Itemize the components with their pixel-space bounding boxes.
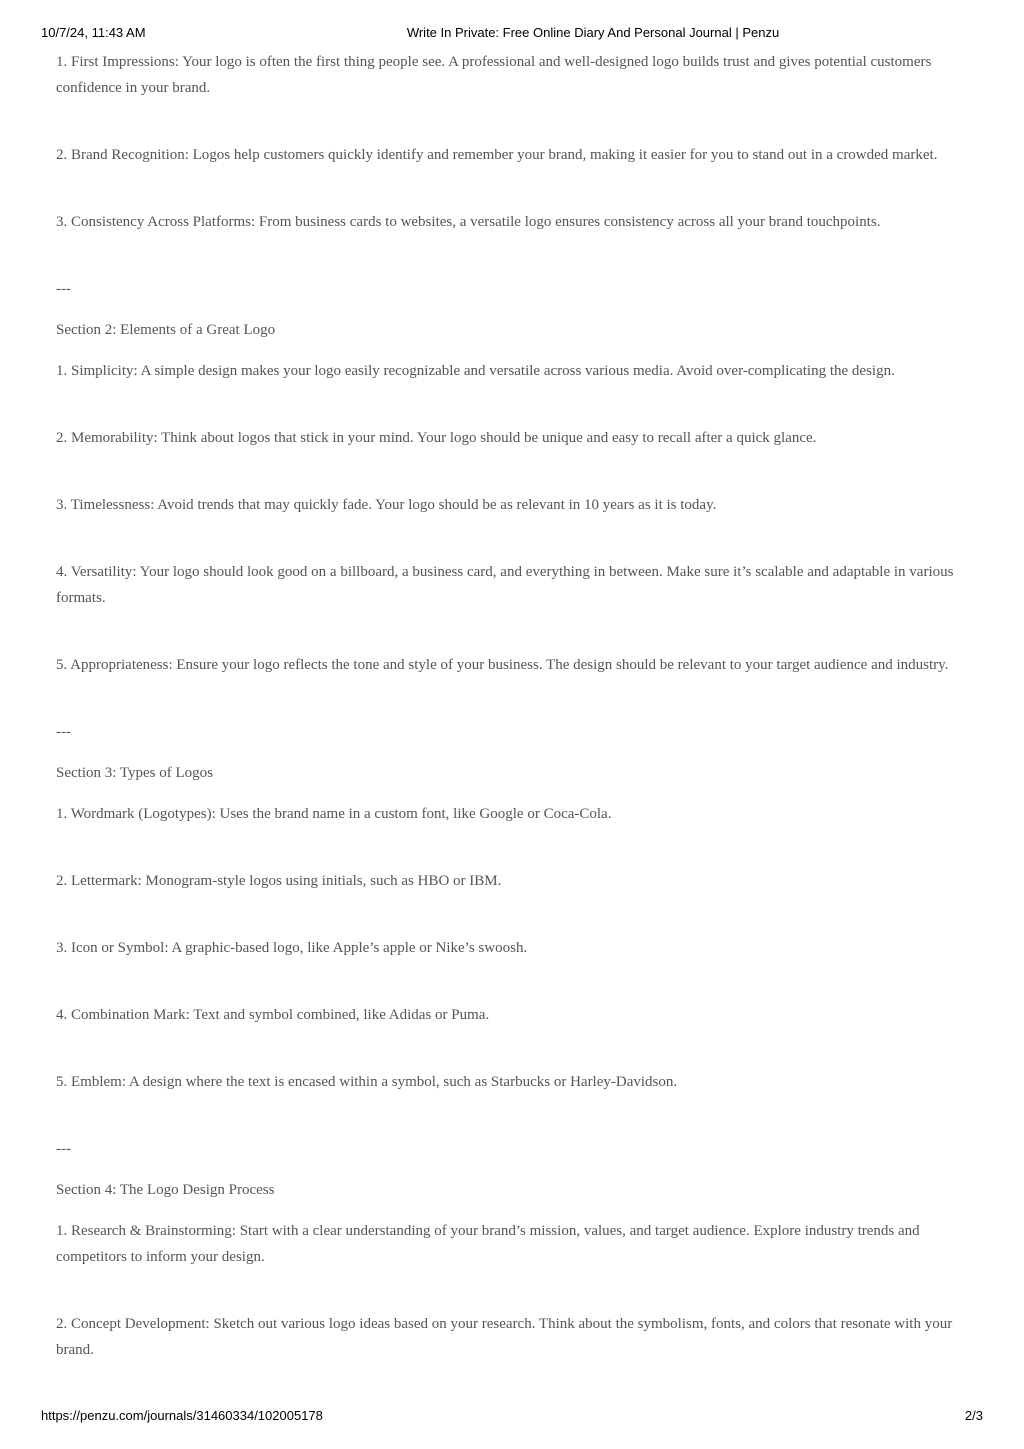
paragraph-wordmark: 1. Wordmark (Logotypes): Uses the brand name in a custom font, like Google or Coca-Cola. <box>56 806 612 822</box>
paragraph-lettermark: 2. Lettermark: Monogram-style logos using initials, such as HBO or IBM. <box>56 873 502 889</box>
paragraph-appropriateness: 5. Appropriateness: Ensure your logo reflects the tone and style of your business. The design should be relevant to your target audience and industry. <box>56 657 949 673</box>
print-header <box>0 25 1024 45</box>
paragraph-emblem: 5. Emblem: A design where the text is encased within a symbol, such as Starbucks or Harley-Davidson. <box>56 1074 678 1090</box>
paragraph-combination-mark: 4. Combination Mark: Text and symbol combined, like Adidas or Puma. <box>56 1007 490 1023</box>
section-heading-process: Section 4: The Logo Design Process <box>56 1182 275 1198</box>
print-footer <box>0 1408 1024 1428</box>
paragraph-research: 1. Research & Brainstorming: Start with a clear understanding of your brand’s mission, values, and target audience. Explore industry trends and competitors to inform your design. <box>56 1223 920 1265</box>
section-heading-elements: Section 2: Elements of a Great Logo <box>56 322 276 338</box>
section-divider: --- <box>56 724 71 740</box>
paragraph-versatility: 4. Versatility: Your logo should look good on a billboard, a business card, and everything in between. Make sure it’s scalable and adaptable in various formats. <box>56 564 954 606</box>
section-divider: --- <box>56 281 71 297</box>
page-url: https://penzu.com/journals/31460334/102005178 <box>41 1408 323 1423</box>
paragraph-memorability: 2. Memorability: Think about logos that stick in your mind. Your logo should be unique and easy to recall after a quick glance. <box>56 430 817 446</box>
paragraph-brand-recognition: 2. Brand Recognition: Logos help customers quickly identify and remember your brand, making it easier for you to stand out in a crowded market. <box>56 147 938 163</box>
paragraph-simplicity: 1. Simplicity: A simple design makes your logo easily recognizable and versatile across various media. Avoid over-complicating the design. <box>56 363 895 379</box>
section-heading-types: Section 3: Types of Logos <box>56 765 213 781</box>
journal-entry-body <box>56 49 971 1404</box>
print-datetime: 10/7/24, 11:43 AM <box>41 25 146 40</box>
page-number: 2/3 <box>964 1408 983 1423</box>
section-divider: --- <box>56 1141 71 1157</box>
paragraph-timelessness: 3. Timelessness: Avoid trends that may quickly fade. Your logo should be as relevant in 10 years as it is today. <box>56 497 717 513</box>
paragraph-consistency: 3. Consistency Across Platforms: From business cards to websites, a versatile logo ensures consistency across all your brand touchpoints. <box>56 214 881 230</box>
paragraph-concept-development: 2. Concept Development: Sketch out various logo ideas based on your research. Think about the symbolism, fonts, and colors that resonate with your brand. <box>56 1316 953 1358</box>
page-title: Write In Private: Free Online Diary And Personal Journal | Penzu <box>406 25 780 40</box>
paragraph-icon-symbol: 3. Icon or Symbol: A graphic-based logo, like Apple’s apple or Nike’s swoosh. <box>56 940 528 956</box>
paragraph-first-impressions: 1. First Impressions: Your logo is often the first thing people see. A professional and well-designed logo builds trust and gives potential customers confidence in your brand. <box>56 54 932 96</box>
